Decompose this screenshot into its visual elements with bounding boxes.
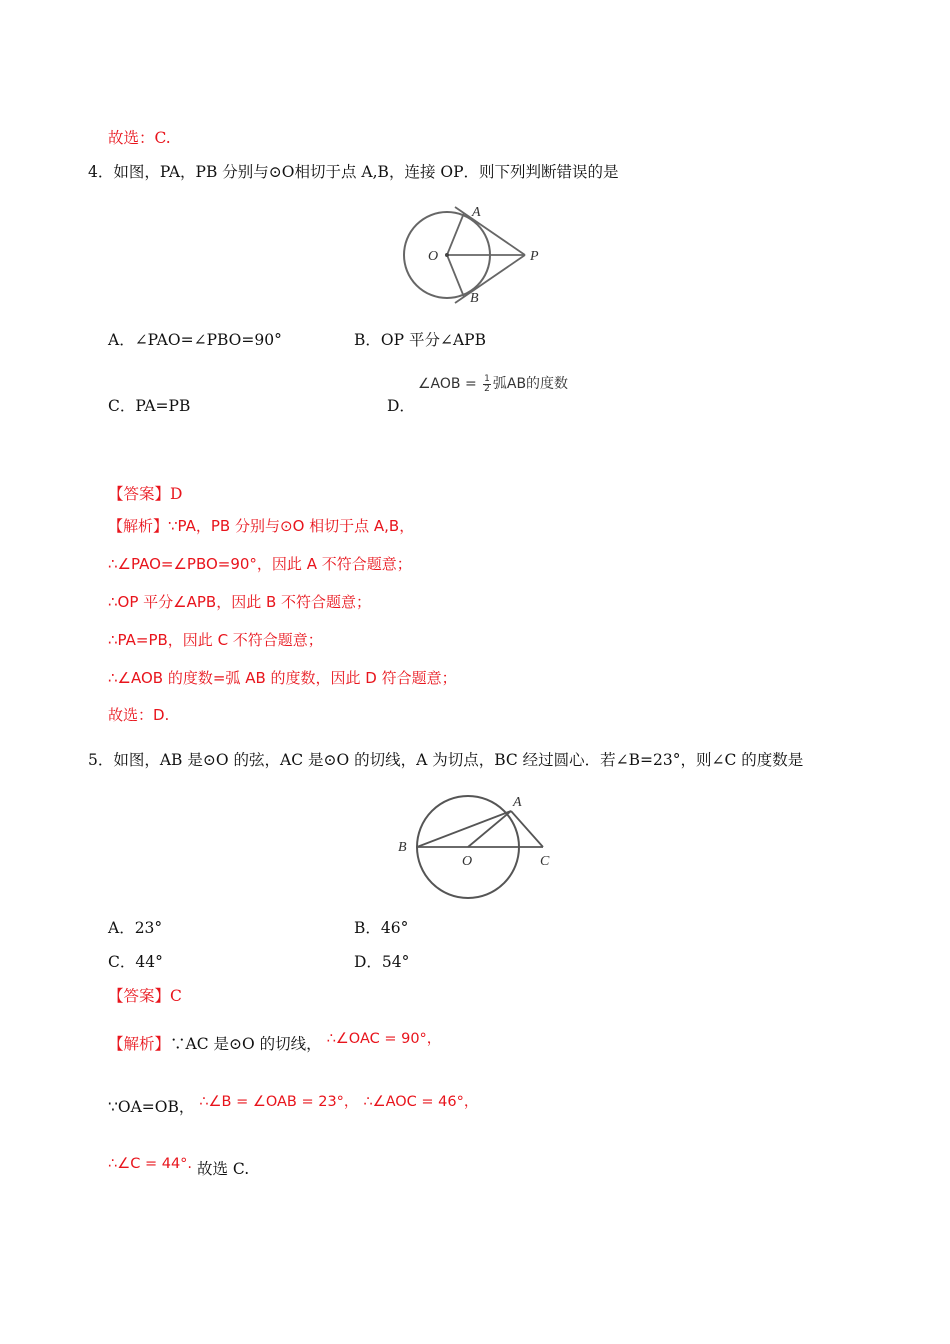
q4-analysis-line-2: ∴∠PAO=∠PBO=90°，因此 A 不符合题意； [108, 555, 412, 573]
q4-label-P: P [530, 249, 539, 264]
q5-analysis-2-formula-2: ∴∠AOC = 46°， [363, 1094, 479, 1110]
q5-label-C: C [540, 854, 550, 869]
q4-answer: 【答案】D [108, 485, 183, 503]
q4-analysis-line-5: ∴∠AOB 的度数=弧 AB 的度数，因此 D 符合题意； [108, 669, 457, 687]
q5-analysis-2-formula-1: ∴∠B = ∠OAB = 23°， [199, 1094, 359, 1110]
q5-label-O: O [462, 854, 473, 869]
q5-label-B: B [398, 840, 407, 855]
q5-analysis-1-formula: ∴∠OAC = 90°， [326, 1031, 442, 1047]
q5-option-a: A．23° [108, 919, 163, 937]
q4-label-O: O [428, 249, 439, 264]
q4-label-B: B [470, 291, 479, 306]
q5-figure [395, 790, 565, 905]
q5-analysis-3-formula: ∴∠C = 44°. [108, 1156, 193, 1172]
q4-option-d-label: D． [387, 397, 415, 415]
q4-option-a: A．∠PAO=∠PBO=90° [108, 331, 282, 349]
q4-analysis-line-4: ∴PA=PB，因此 C 不符合题意； [108, 631, 323, 649]
q5-option-d: D．54° [354, 953, 410, 971]
q4-option-d-right: 弧AB的度数 [492, 376, 569, 392]
q5-analysis-3-suffix: 故选 C. [196, 1160, 250, 1178]
q4-figure [395, 198, 555, 308]
q4-option-d-left: ∠AOB = [418, 376, 477, 392]
q4-option-c: C．PA=PB [108, 397, 191, 415]
q5-answer: 【答案】C [108, 987, 182, 1005]
q5-analysis-1-prefix-label: 【解析】 [108, 1035, 171, 1053]
q5-option-c: C．44° [108, 953, 163, 971]
q4-option-d-formula [418, 374, 568, 394]
q4-analysis-line-1: 【解析】∵PA，PB 分别与⊙O 相切于点 A,B， [108, 517, 415, 535]
q5-label-A: A [513, 795, 522, 810]
q5-analysis-line-3 [108, 1156, 250, 1180]
q4-label-A: A [472, 205, 481, 220]
q5-analysis-line-1 [108, 1031, 442, 1055]
q5-stem: 5．如图，AB 是⊙O 的弦，AC 是⊙O 的切线，A 为切点，BC 经过圆心．若∠B=23°，则∠C 的度数是 [88, 751, 804, 769]
prev-conclusion: 故选：C. [108, 129, 171, 147]
q4-option-b: B．OP 平分∠APB [354, 331, 486, 349]
q5-analysis-2-prefix: ∵OA=OB， [108, 1098, 195, 1116]
q5-analysis-line-2 [108, 1094, 479, 1118]
q5-analysis-1-prefix: ∵AC 是⊙O 的切线， [170, 1035, 322, 1053]
q5-option-b: B．46° [354, 919, 409, 937]
q4-stem: 4．如图，PA，PB 分别与⊙O相切于点 A,B，连接 OP．则下列判断错误的是 [88, 163, 619, 181]
q4-analysis-line-6: 故选：D. [108, 706, 170, 724]
q4-option-d-fraction: $\frac{1}{2}$ [484, 373, 490, 394]
q4-analysis-line-3: ∴OP 平分∠APB，因此 B 不符合题意； [108, 593, 372, 611]
